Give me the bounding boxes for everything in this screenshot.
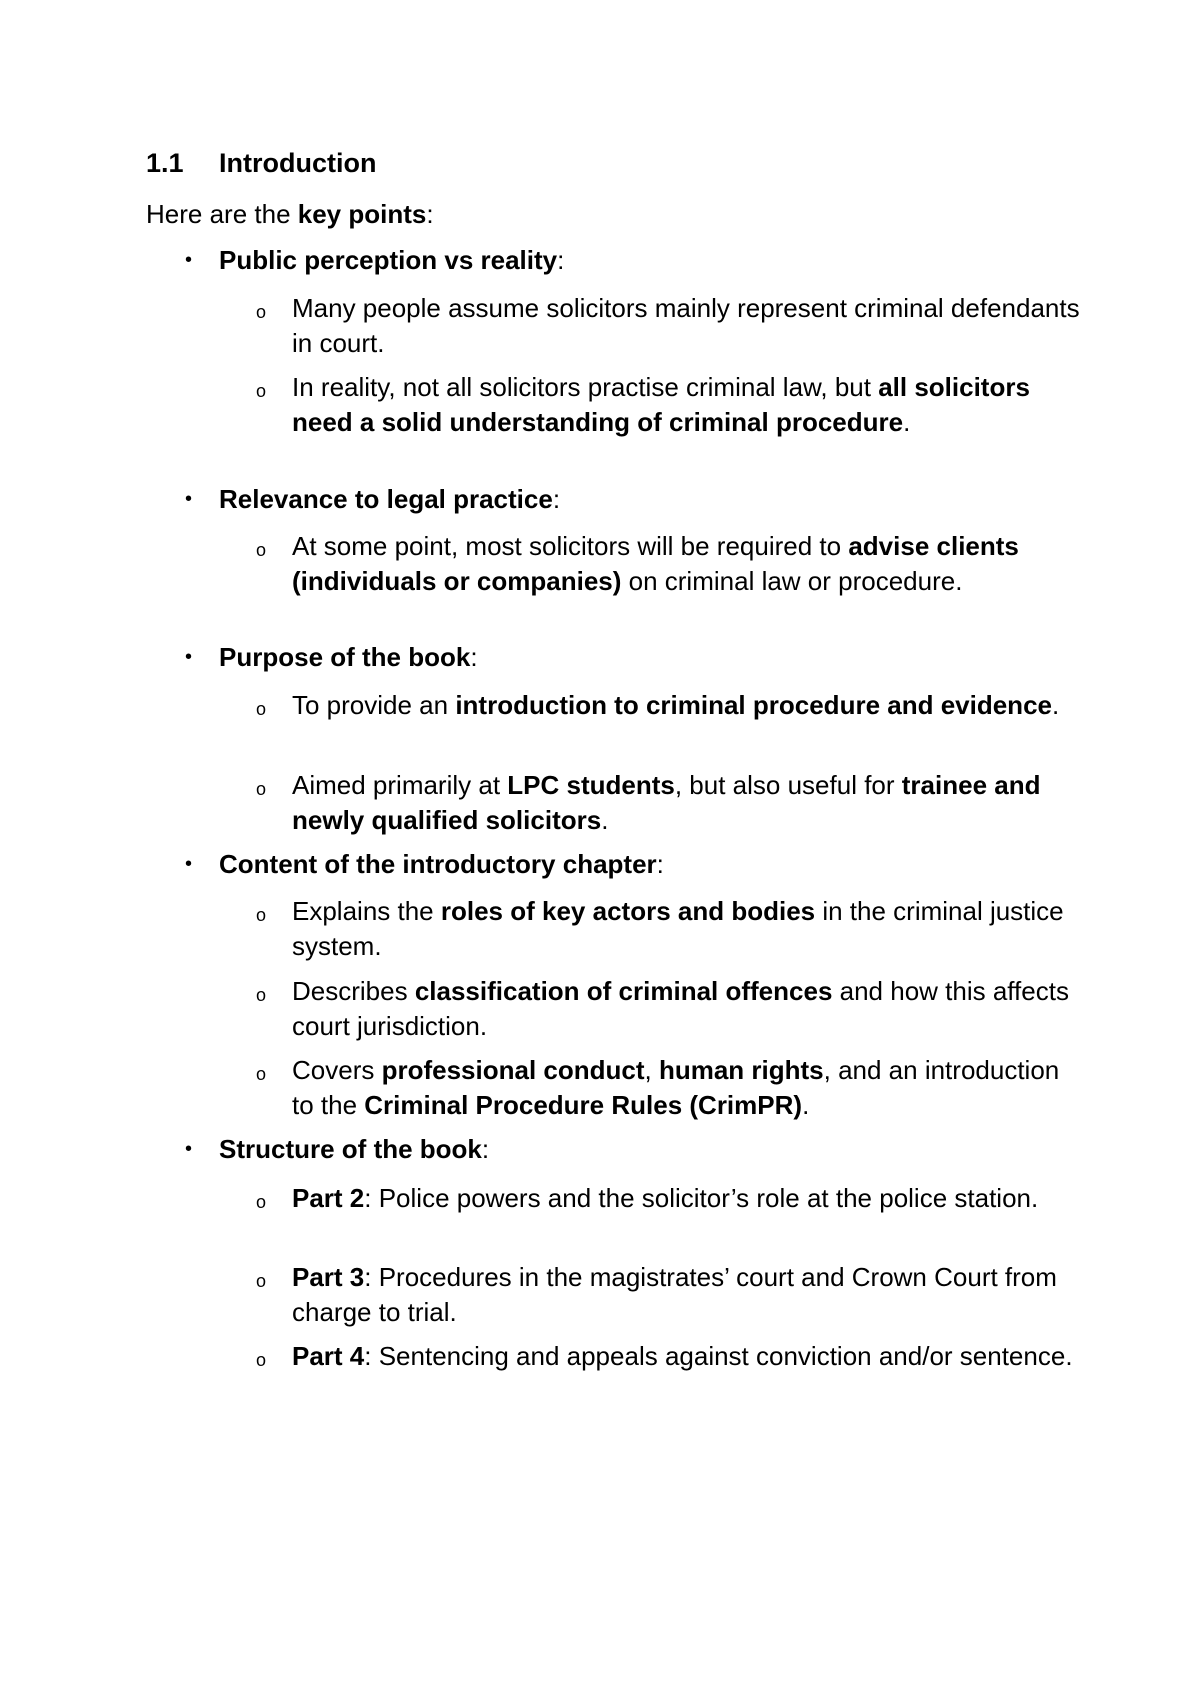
text-run: To provide an (292, 690, 456, 720)
bullet-heading: • Purpose of the book: (219, 640, 1079, 675)
bullet-heading: • Content of the introductory chapter: (219, 847, 1079, 882)
sub-bullet-icon: o (256, 1350, 267, 1370)
bullet-title: Structure of the book (219, 1134, 482, 1164)
bold-text: Part 4 (292, 1341, 365, 1371)
text-run: In reality, not all solicitors practise criminal law, but (292, 372, 879, 402)
text-run: Explains the (292, 896, 441, 926)
sub-bullet-item (256, 529, 1082, 599)
intro-pre: Here are the (146, 199, 298, 229)
bullet-title: Content of the introductory chapter (219, 849, 657, 879)
sub-bullet-item (256, 974, 1082, 1044)
text-run: . (1051, 690, 1060, 720)
sub-bullet-icon: o (256, 985, 267, 1005)
bold-text: roles of key actors and bodies (440, 896, 816, 926)
sub-bullet-icon: o (256, 1271, 267, 1291)
section-number: 1.1 (146, 148, 184, 178)
text-run: and how this affects court jurisdiction. (292, 976, 1069, 1041)
intro-paragraph (146, 197, 434, 232)
text-run: Aimed primarily at (292, 770, 508, 800)
section-heading (146, 146, 376, 181)
text-run: : Sentencing and appeals against conviction and/or sentence. (364, 1341, 1073, 1371)
intro-post: : (426, 199, 434, 229)
text-run: . (903, 407, 911, 437)
text-run: . (601, 805, 609, 835)
bold-text: all solicitors need a solid understanding of criminal procedure (292, 372, 1030, 437)
bold-text: classification of criminal offences (414, 976, 833, 1006)
bullet-heading: • Structure of the book: (219, 1132, 1079, 1167)
bullet-heading: • Relevance to legal practice: (219, 482, 1079, 517)
bullet-dot-icon: • (185, 646, 193, 668)
section-title: Introduction (219, 148, 377, 178)
sub-bullet-icon: o (256, 905, 267, 925)
sub-bullet-icon: o (256, 699, 267, 719)
text-run: Many people assume solicitors mainly represent criminal defendants in court. (292, 293, 1080, 358)
text-run: , and an introduction to the (292, 1055, 1060, 1120)
bold-text: advise clients (individuals or companies) (292, 531, 1019, 596)
bullet-title: Public perception vs reality (219, 245, 558, 275)
bullet-title: Purpose of the book (219, 642, 471, 672)
sub-bullet-item (256, 1181, 1082, 1216)
text-run: , (644, 1055, 659, 1085)
sub-bullet-icon: o (256, 381, 267, 401)
text-run: . (802, 1090, 810, 1120)
text-run: Covers (292, 1055, 382, 1085)
bold-text: human rights (658, 1055, 824, 1085)
sub-bullet-item (256, 688, 1082, 723)
sub-bullet-icon: o (256, 1064, 267, 1084)
sub-bullet-icon: o (256, 779, 267, 799)
bullet-dot-icon: • (185, 1138, 193, 1160)
bold-text: Criminal Procedure Rules (CrimPR) (364, 1090, 803, 1120)
bold-text: LPC students (507, 770, 675, 800)
bullet-heading: • Public perception vs reality: (219, 243, 1079, 278)
text-run: Describes (292, 976, 415, 1006)
sub-bullet-icon: o (256, 302, 267, 322)
sub-bullet-item (256, 1053, 1082, 1123)
text-run: , but also useful for (674, 770, 902, 800)
sub-bullet-item (256, 768, 1082, 838)
bullet-title: Relevance to legal practice (219, 484, 553, 514)
bold-text: Part 3 (292, 1262, 365, 1292)
sub-bullet-item (256, 291, 1082, 361)
bold-text: professional conduct (381, 1055, 645, 1085)
text-run: : Police powers and the solicitor’s role at the police station. (364, 1183, 1039, 1213)
text-run: in the criminal justice system. (292, 896, 1064, 961)
intro-bold: key points (297, 199, 427, 229)
sub-bullet-item (256, 370, 1082, 440)
sub-bullet-item (256, 1260, 1082, 1330)
bold-text: Part 2 (292, 1183, 365, 1213)
sub-bullet-item (256, 1339, 1082, 1374)
bullet-dot-icon: • (185, 488, 193, 510)
sub-bullet-icon: o (256, 1192, 267, 1212)
sub-bullet-icon: o (256, 540, 267, 560)
text-run: : Procedures in the magistrates’ court and Crown Court from charge to trial. (292, 1262, 1057, 1327)
bullet-dot-icon: • (185, 853, 193, 875)
sub-bullet-item (256, 894, 1082, 964)
bullet-dot-icon: • (185, 249, 193, 271)
text-run: on criminal law or procedure. (621, 566, 963, 596)
text-run: At some point, most solicitors will be required to (292, 531, 849, 561)
bold-text: introduction to criminal procedure and evidence (455, 690, 1052, 720)
bold-text: trainee and newly qualified solicitors (292, 770, 1041, 835)
